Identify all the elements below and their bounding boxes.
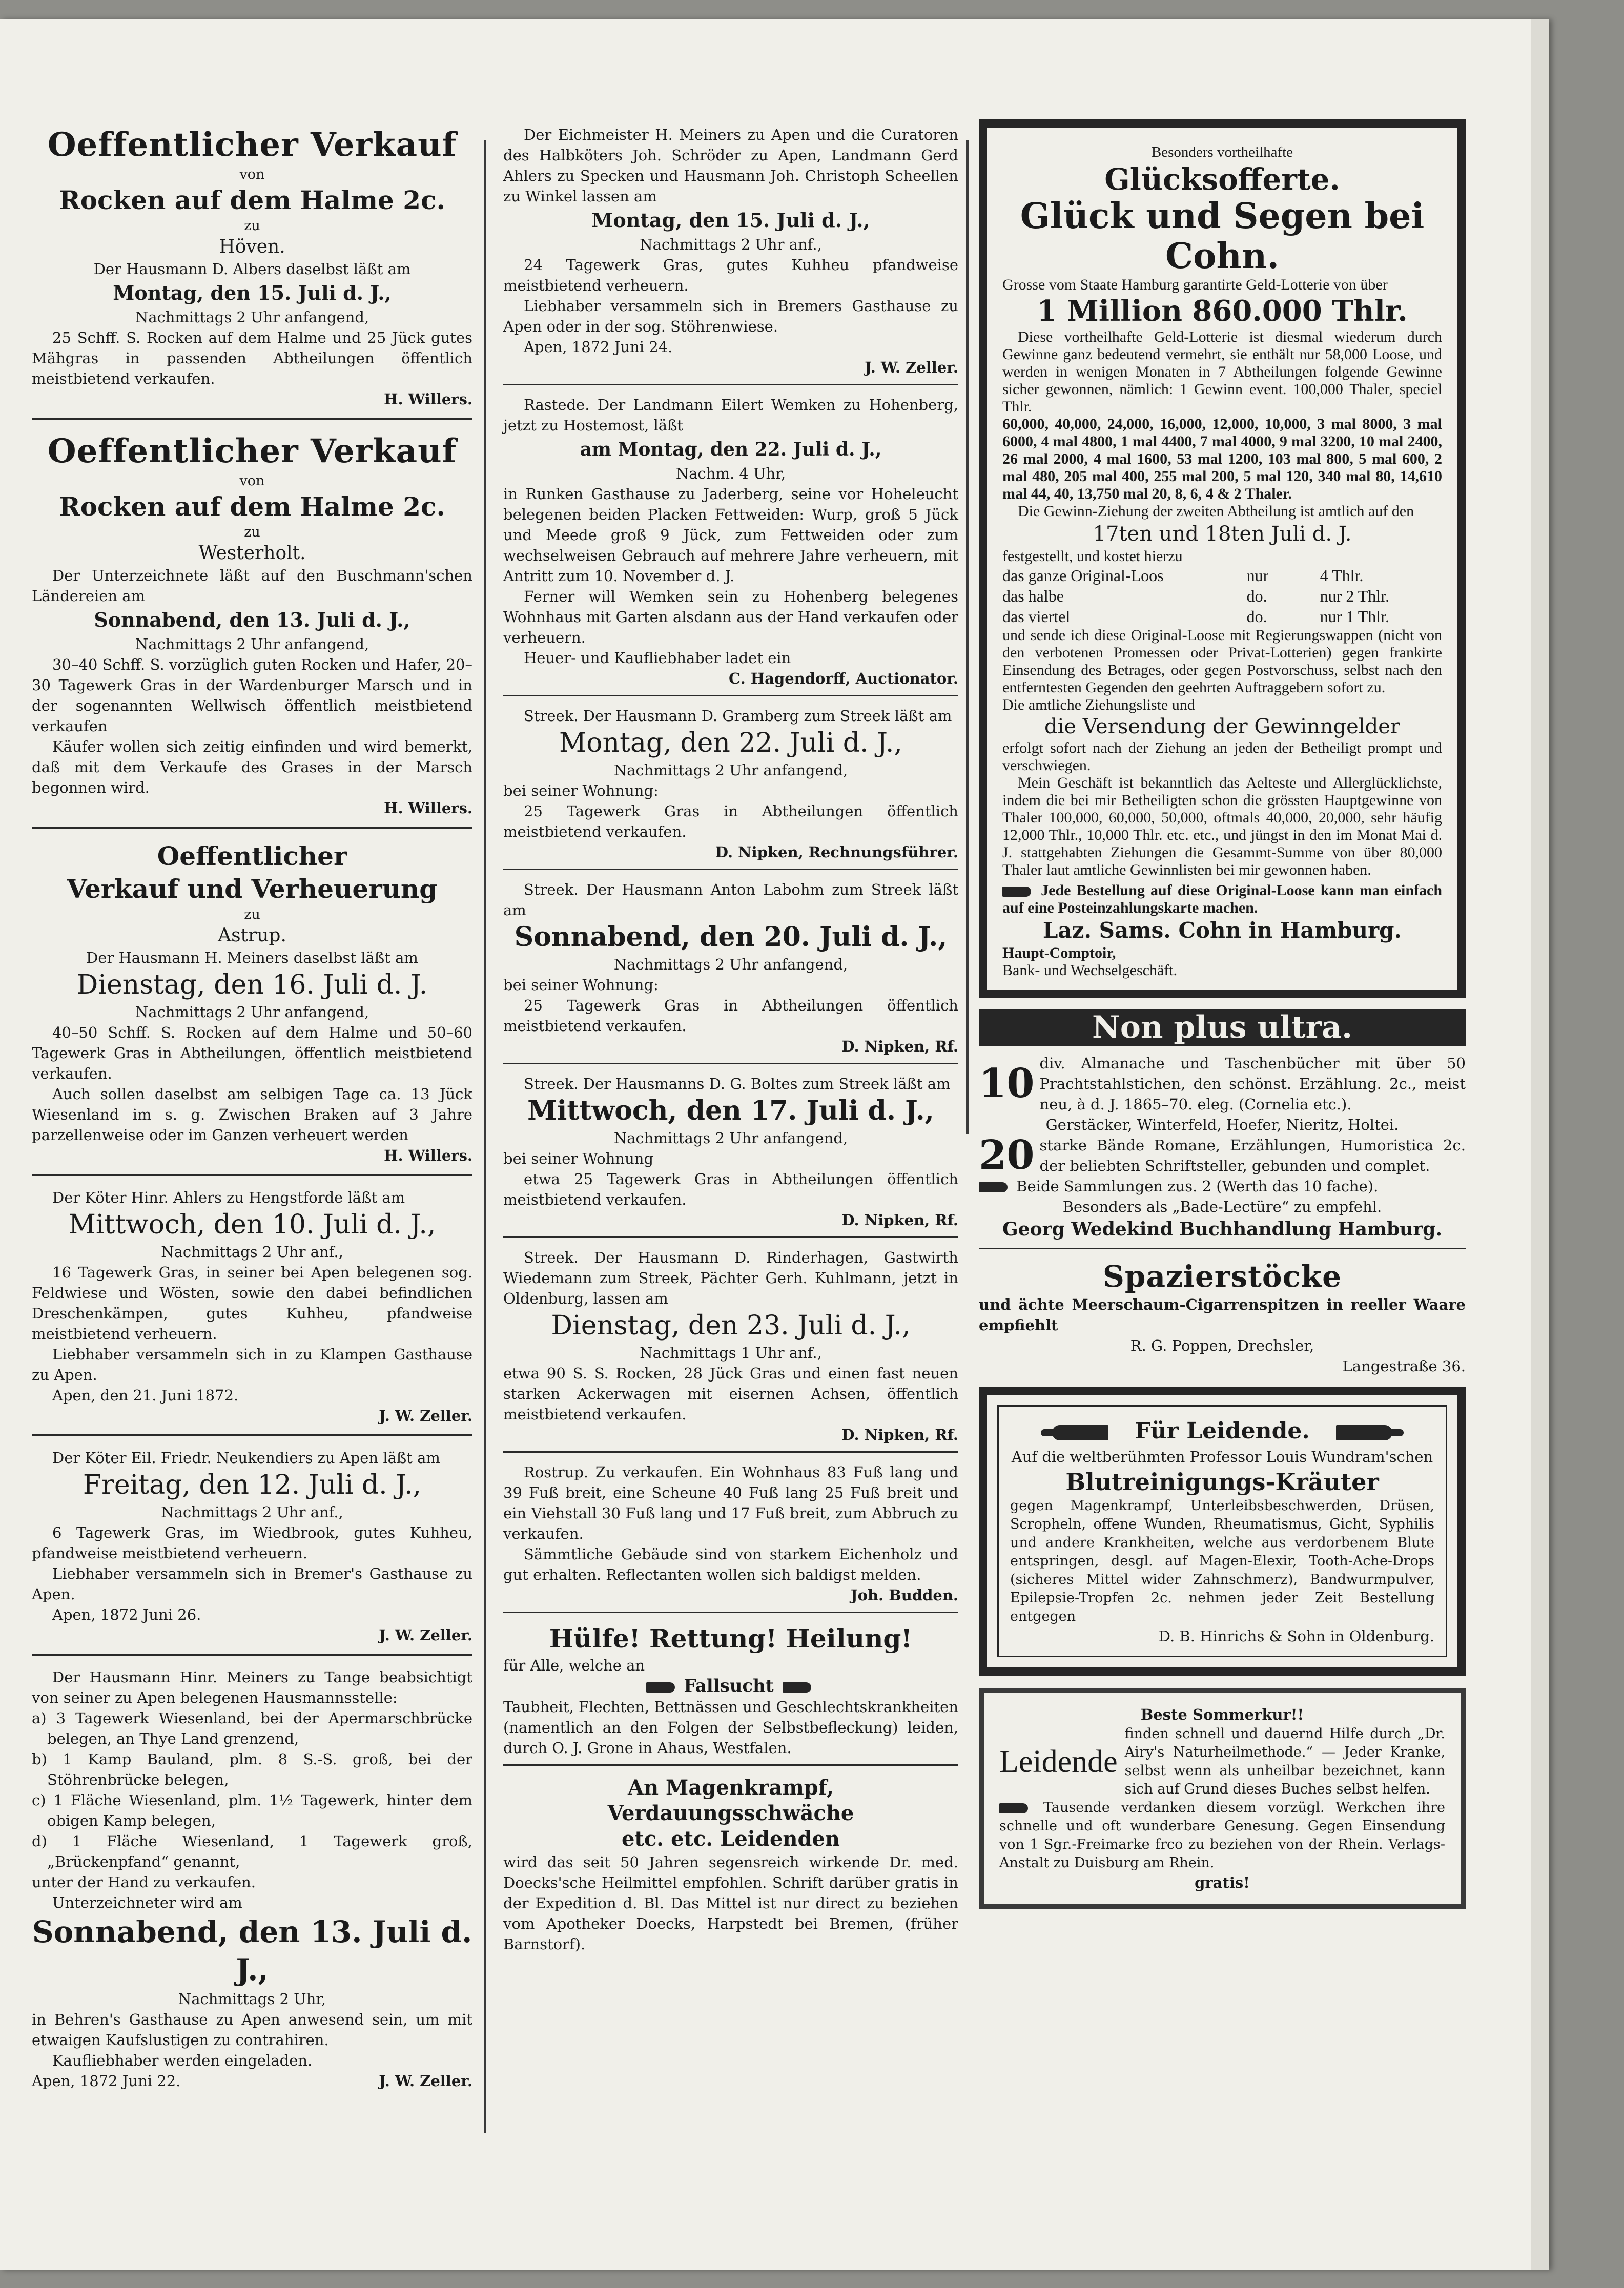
ad-signature: D. Nipken, Rechnungsführer. xyxy=(715,843,958,861)
ad-text: Streek. Der Hausmanns D. G. Boltes zum Streek läßt am xyxy=(524,1075,951,1093)
ad-separator xyxy=(32,827,472,829)
ad-date: Sonnabend, den 13. Juli d. J., xyxy=(32,1914,472,1987)
ad-text: etwa 25 Tagewerk Gras in Abtheilungen öffentlich meistbietend verkaufen. xyxy=(503,1170,958,1208)
ad-dateline: Apen, den 21. Juni 1872. xyxy=(52,1387,239,1404)
pointing-hand-icon xyxy=(1002,887,1031,897)
ad-text: wird das seit 50 Jahren segensreich wirkende Dr. med. Doecks'sche Heilmittel empfohlen. Schrift darüber gratis in der Expedition d. Bl. Das Mittel ist nur direct zu beziehen vom Apotheker Doecks, Harpstedt bei Bremen, (früher Barnstorf). xyxy=(503,1853,958,1953)
ad-text: 25 Tagewerk Gras in Abtheilungen öffentlich meistbietend verkaufen. xyxy=(503,997,958,1035)
column-1 xyxy=(32,125,472,2091)
ad-text: Rastede. Der Landmann Eilert Wemken zu Hohenberg, jetzt zu Hostemost, läßt xyxy=(503,396,958,434)
ad-signature: D. Nipken, Rf. xyxy=(841,1038,958,1055)
column-rule xyxy=(484,140,486,2133)
pointing-hand-icon xyxy=(999,1803,1028,1813)
ad-time: Nachmittags 1 Uhr anf., xyxy=(640,1344,822,1362)
ad-streek-rinderhagen xyxy=(503,1247,958,1445)
ad-text: Kaufliebhaber werden eingeladen. xyxy=(52,2052,313,2069)
ad-signature: J. W. Zeller. xyxy=(379,1407,472,1425)
ad-dateline: Apen, 1872 Juni 24. xyxy=(524,338,673,356)
ad-firm-line: Haupt-Comptoir, xyxy=(1002,944,1116,961)
ad-address: Langestraße 36. xyxy=(1342,1357,1466,1375)
ad-text: Streek. Der Hausmann D. Rinderhagen, Gastwirth Wiedemann zum Streek, Pächter Gerh. Kuhlmann, jetzt in Oldenburg, lassen am xyxy=(503,1249,958,1307)
ad-time: Nachmittags 2 Uhr anfangend, xyxy=(613,1129,848,1147)
ad-lead-row xyxy=(999,1725,1445,1799)
ad-text: festgestellt, und kostet hierzu xyxy=(1002,548,1183,565)
ad-text: Die Gewinn-Ziehung der zweiten Abtheilung ist amtlich auf den xyxy=(1018,503,1414,520)
ad-streek-labohm xyxy=(503,879,958,1057)
ad-text: Die amtliche Ziehungsliste und xyxy=(1002,696,1195,713)
ad-text: Liebhaber versammeln sich in zu Klampen Gasthause zu Apen. xyxy=(32,1346,472,1384)
ad-title: Hülfe! Rettung! Heilung! xyxy=(549,1623,913,1654)
ad-text: Der Hausmann H. Meiners daselbst läßt am xyxy=(86,949,418,966)
ad-separator xyxy=(32,1654,472,1656)
ad-text: Der Hausmann Hinr. Meiners zu Tange beabsichtigt von seiner zu Apen belegenen Hausmannsstelle: xyxy=(32,1668,472,1706)
ad-separator xyxy=(503,384,958,385)
ad-lead-word: Leidende xyxy=(999,1744,1118,1779)
ad-signature: D. Nipken, Rf. xyxy=(841,1211,958,1229)
ad-draw-date: 17ten und 18ten Juli d. J. xyxy=(1093,522,1352,546)
ad-text: starke Bände Romane, Erzählungen, Humoristica 2c. der beliebten Schriftsteller, gebunden und complet. xyxy=(1039,1137,1466,1174)
list-item: a) 3 Tagewerk Wiesenland, bei der Apermarschbrücke belegen, an Thye Land grenzend, xyxy=(32,1709,472,1747)
ad-text: Taubheit, Flechten, Bettnässen und Geschlechtskrankheiten (namentlich an den Folgen der Selbstbefleckung) leiden, durch O. J. Grone in Ahaus, Westfalen. xyxy=(503,1698,958,1757)
ad-prize-numbers: 60,000, 40,000, 24,000, 16,000, 12,000, 10,000, 3 mal 8000, 3 mal 6000, 4 mal 4800, 1 mal 4400, 7 mal 4000, 9 mal 3200, 10 mal 2400, 26 mal 2000, 4 mal 1600, 53 mal 1200, 103 mal 800, 5 mal 600, 2 mal 480, 205 mal 400, 255 mal 200, 5 mal 120, 340 mal 80, 14,610 mal 44, 40, 13,750 mal 20, 8, 6, 4 & 2 Thaler. xyxy=(1002,416,1442,502)
ad-text: Der Unterzeichnete läßt auf den Buschmann'schen Ländereien am xyxy=(32,567,472,605)
ad-firm-line: Bank- und Wechselgeschäft. xyxy=(1002,962,1178,979)
price-value: nur 1 Thlr. xyxy=(1320,607,1390,626)
ad-eichmeister xyxy=(503,125,958,378)
ad-date: Dienstag, den 23. Juli d. J., xyxy=(551,1310,911,1341)
ad-text: Auf die weltberühmten Professor Louis Wundram'schen xyxy=(1011,1448,1433,1466)
ad-title-line xyxy=(1010,1416,1434,1447)
ad-time: Nachmittags 2 Uhr anfangend, xyxy=(135,308,369,326)
ad-text: 25 Schff. S. Rocken auf dem Halme und 25 Jück gutes Mähgras in passenden Abtheilungen öffentlich meistbietend verkaufen. xyxy=(32,329,472,387)
ad-separator xyxy=(32,1434,472,1436)
ad-ahlers xyxy=(32,1187,472,1426)
ad-signature: J. W. Zeller. xyxy=(379,1626,472,1644)
ad-title: Spazierstöcke xyxy=(1103,1259,1342,1294)
ad-time: Nachmittags 2 Uhr anfangend, xyxy=(135,1003,369,1021)
column-rule xyxy=(966,140,969,1134)
ad-date: Dienstag, den 16. Juli d. J. xyxy=(76,970,428,1000)
ad-sommerkur xyxy=(979,1688,1466,1909)
ad-time: Nachmittags 2 Uhr anf., xyxy=(640,236,822,253)
ad-title: Oeffentlicher xyxy=(157,841,347,871)
ad-spazierstoecke xyxy=(979,1259,1466,1376)
ad-order: Jede Bestellung auf diese Original-Loose kann man einfach auf eine Posteinzahlungskarte machen. xyxy=(1002,882,1443,916)
ad-disease: Fallsucht xyxy=(684,1676,774,1696)
ad-headline: Glück und Segen bei Cohn. xyxy=(1020,196,1425,277)
ad-text: Liebhaber versammeln sich in Bremer's Gasthause zu Apen. xyxy=(32,1565,472,1603)
ad-text: und sende ich diese Original-Loose mit Regierungswappen (nicht von den verbotenen Promessen oder Privat-Lotterien) gegen frankirte Einsendung des Betrages, oder gegen Postvorschuss, selbst nach den entferntesten Gegenden den geehrten Auftraggebern sofort zu. xyxy=(1002,627,1442,696)
list-item: c) 1 Fläche Wiesenland, plm. 1½ Tagewerk, hinter dem obigen Kamp belegen, xyxy=(32,1791,472,1829)
ad-offer-number: 10 xyxy=(979,1060,1035,1107)
ad-text: bei seiner Wohnung: xyxy=(503,782,659,799)
ad-date: Mittwoch, den 17. Juli d. J., xyxy=(527,1095,934,1126)
ad-text: erfolgt sofort nach der Ziehung an jeden der Betheiligt prompt und verschwiegen. xyxy=(1002,739,1442,774)
ad-signature: H. Willers. xyxy=(384,390,472,408)
ad-product: Blutreinigungs-Kräuter xyxy=(1065,1468,1379,1496)
ad-text: div. Almanache und Taschenbücher mit über 50 Prachtstahlstichen, den schönst. Erzählung. 2c., meist neu, à d. J. 1865–70. eleg. (Cornelia etc.). xyxy=(1039,1055,1466,1113)
newspaper-page xyxy=(0,19,1549,2270)
column-2 xyxy=(503,125,958,1954)
pointing-hand-icon xyxy=(1336,1425,1392,1440)
ad-text: Streek. Der Hausmann Anton Labohm zum Streek läßt am xyxy=(503,881,958,919)
ad-text: und ächte Meerschaum-Cigarrenspitzen in reeller Waare empfiehlt xyxy=(979,1296,1466,1334)
ad-streek-gramberg xyxy=(503,706,958,862)
ad-text: Beide Sammlungen zus. 2 (Werth das 10 fache). xyxy=(1016,1178,1379,1195)
ad-separator xyxy=(979,1248,1466,1249)
ad-signature: D. Nipken, Rf. xyxy=(841,1426,958,1444)
ad-title: An Magenkrampf, Verdauungsschwäche xyxy=(607,1776,854,1825)
ad-text: Liebhaber versammeln sich in Bremers Gasthause zu Apen oder in der sog. Stöhrenwiese. xyxy=(503,297,958,335)
ad-date: Sonnabend, den 13. Juli d. J., xyxy=(94,608,410,631)
ad-time: Nachmittags 2 Uhr anfangend, xyxy=(613,761,848,779)
ad-offer-row xyxy=(979,1132,1466,1179)
ad-text: unter der Hand zu verkaufen. xyxy=(32,1873,256,1891)
ad-date: Montag, den 15. Juli d. J., xyxy=(591,209,870,232)
ad-date: Mittwoch, den 10. Juli d. J., xyxy=(68,1209,436,1240)
ad-firm: D. B. Hinrichs & Sohn in Oldenburg. xyxy=(1158,1627,1434,1645)
ad-text: 25 Tagewerk Gras in Abtheilungen öffentlich meistbietend verkaufen. xyxy=(503,802,958,840)
ad-order-line xyxy=(1002,882,1442,917)
ad-text: in Runken Gasthause zu Jaderberg, seine vor Hoheleucht belegenen beiden Placken Fettweiden: Wurp, groß 5 Jück und Meede groß 9 Jück, zum Fettweiden oder zum wechselweisen Gebrauch auf mehrere Jahre verheuern, mit Antritt zum 10. November d. J. xyxy=(503,485,958,585)
price-mark: do. xyxy=(1246,587,1267,605)
price-row xyxy=(1002,565,1442,586)
ad-date: Montag, den 22. Juli d. J., xyxy=(559,728,902,758)
ad-offer-row xyxy=(979,1053,1466,1115)
ad-separator xyxy=(503,695,958,696)
ad-text: Diese vortheilhafte Geld-Lotterie ist diesmal wiederum durch Gewinne ganz bedeutend vermehrt, sie enthält nur 58,000 Loose, und werden in wenigen Monaten in 7 Abtheilungen folgende Gewinne sicher gewonnen, nämlich: 1 Gewinn event. 100,000 Thaler, speciel Thlr. xyxy=(1002,328,1442,415)
ad-text: Besonders als „Bade-Lectüre“ zu empfehl. xyxy=(1062,1198,1382,1215)
ad-separator xyxy=(503,869,958,870)
ad-text: Der Hausmann D. Albers daselbst läßt am xyxy=(93,260,411,278)
price-row xyxy=(1002,586,1442,606)
ad-text: 16 Tagewerk Gras, in seiner bei Apen belegenen sog. Feldwiese und Wösten, sowie den dabei befindlichen Dreschenkämpen, gutes Kuhheu, pfandweise meistbietend verheuern. xyxy=(32,1264,472,1343)
ad-subject: Rocken auf dem Halme 2c. xyxy=(59,491,445,522)
ad-separator xyxy=(503,1236,958,1238)
ad-bottom-line: gratis! xyxy=(1195,1874,1250,1891)
ad-magenkrampf xyxy=(503,1775,958,1954)
ad-text: Mein Geschäft ist bekanntlich das Aelteste und Allerglücklichste, indem die bei mir Betheiligten schon die grössten Hauptgewinne von Thaler 100,000, 60,000, 50,000, oftmals 40,000, 20,000, sehr häufig 12,000 Thlr., 10,000 Thlr. etc. etc., und jüngst in den im Monat Mai d. J. stattgehabten Ziehungen die Gesammt-Summe von über 80,000 Thaler laut amtliche Gewinnlisten bei mir gewonnen haben. xyxy=(1002,774,1442,878)
ad-versendung: die Versendung der Gewinngelder xyxy=(1044,715,1400,738)
ad-astrup xyxy=(32,840,472,1166)
ad-text: Sämmtliche Gebäude sind von starkem Eichenholz und gut erhalten. Reflectanten wollen sich baldigst melden. xyxy=(503,1545,958,1583)
price-label: das halbe xyxy=(1002,587,1064,605)
ad-text: Streek. Der Hausmann D. Gramberg zum Streek läßt am xyxy=(524,707,952,725)
ad-hoeven xyxy=(32,125,472,409)
price-row xyxy=(1002,606,1442,627)
ad-title: Oeffentlicher Verkauf xyxy=(47,432,457,470)
price-mark: nur xyxy=(1246,566,1269,585)
ad-rostrup xyxy=(503,1462,958,1605)
ad-text: Käufer wollen sich zeitig einfinden und wird bemerkt, daß mit dem Verkaufe des Grases in der Marsch begonnen wird. xyxy=(32,738,472,796)
ad-separator xyxy=(503,1063,958,1064)
ad-rastede xyxy=(503,395,958,689)
ad-date: am Montag, den 22. Juli d. J., xyxy=(580,439,882,460)
ad-fuer-leidende xyxy=(979,1387,1466,1676)
ad-zu: zu xyxy=(244,906,260,922)
ad-text: 6 Tagewerk Gras, im Wiedbrook, gutes Kuhheu, pfandweise meistbietend verheuern. xyxy=(32,1524,472,1562)
ad-time: Nachmittags 2 Uhr anf., xyxy=(161,1243,343,1261)
ad-separator xyxy=(503,1612,958,1613)
ad-text: finden schnell und dauernd Hilfe durch „Dr. Airy's Naturheilmethode.“ — Jeder Kranke, selbst wenn als unheilbar bezeichnet, kann sich auf Grund dieses Buches selbst helfen. xyxy=(1124,1726,1445,1797)
price-value: 4 Thlr. xyxy=(1320,566,1364,585)
ad-time: Nachmittags 2 Uhr anfangend, xyxy=(613,956,848,973)
list-item: d) 1 Fläche Wiesenland, 1 Tagewerk groß, „Brückenpfand“ genannt, xyxy=(32,1832,472,1870)
ad-text-line xyxy=(979,1176,1466,1197)
ad-firm: Georg Wedekind Buchhandlung Hamburg. xyxy=(1002,1219,1443,1240)
ad-subject: Rocken auf dem Halme 2c. xyxy=(59,185,445,215)
ad-text: Auch sollen daselbst am selbigen Tage ca. 13 Jück Wiesenland im s. g. Zwischen Braken auf 3 Jahre parzellenweise oder im Ganzen verheuert werden xyxy=(32,1085,472,1144)
ad-inner-frame xyxy=(997,1405,1447,1657)
ad-zu: zu xyxy=(244,524,260,540)
price-value: nur 2 Thlr. xyxy=(1320,587,1390,605)
ad-text: Gerstäcker, Winterfeld, Hoefer, Nieritz, Holtei. xyxy=(1045,1116,1399,1133)
price-label: das ganze Original-Loos xyxy=(1002,566,1164,585)
pointing-hand-icon xyxy=(783,1682,811,1693)
ad-text: Grosse vom Staate Hamburg garantirte Geld-Lotterie von über xyxy=(1002,276,1388,293)
ad-text: Ferner will Wemken sein zu Hohenberg belegenes Wohnhaus mit Garten alsdann aus der Hand verkaufen oder verheuern. xyxy=(503,588,958,646)
ad-von: von xyxy=(239,473,265,489)
ad-place: Höven. xyxy=(219,236,285,257)
ad-title: Glücksofferte. xyxy=(1104,162,1340,197)
ad-text: in Behren's Gasthause zu Apen anwesend sein, um mit etwaigen Kaufslustigen zu contrahiren. xyxy=(32,2011,472,2049)
column-3 xyxy=(979,119,1466,1909)
ad-top-line: Beste Sommerkur!! xyxy=(1140,1706,1304,1723)
ad-huelfe xyxy=(503,1622,958,1758)
ad-signature: H. Willers. xyxy=(384,1147,472,1164)
ad-time: Nachmittags 2 Uhr anf., xyxy=(161,1503,343,1521)
ad-text: 30–40 Schff. S. vorzüglich guten Rocken und Hafer, 20–30 Tagewerk Gras in der Wardenburger Marsch und in der sogenannten Wellwisch öffentlich meistbietend verkaufen xyxy=(32,656,472,735)
ad-date: Freitag, den 12. Juli d. J., xyxy=(83,1470,422,1500)
ad-time: Nachmittags 2 Uhr, xyxy=(178,1990,326,2008)
ad-text: bei seiner Wohnung: xyxy=(503,976,659,994)
ad-signature: C. Hagendorff, Auctionator. xyxy=(729,670,958,687)
ad-text: Tausende verdanken diesem vorzügl. Werkchen ihre schnelle und oft wunderbare Genesung. Gegen Einsendung von 1 Sgr.-Freimarke frco zu beziehen von der Rhein. Verlags-Anstalt zu Duisburg am Rhein. xyxy=(999,1800,1445,1871)
ad-text-line xyxy=(999,1799,1445,1872)
ad-signature: J. W. Zeller. xyxy=(865,359,958,376)
ad-banner: Non plus ultra. xyxy=(979,1009,1466,1046)
pointing-hand-icon xyxy=(979,1182,1008,1192)
ad-non-plus-ultra xyxy=(979,1009,1466,1242)
ad-dateline xyxy=(32,2071,472,2091)
ad-separator xyxy=(32,418,472,420)
ad-text: Der Köter Hinr. Ahlers zu Hengstforde läßt am xyxy=(52,1189,405,1206)
ad-signature: H. Willers. xyxy=(384,799,472,817)
ad-text: etwa 90 S. S. Rocken, 28 Jück Gras und einen fast neuen starken Ackerwagen mit eisernen Achsen, öffentlich meistbietend verkaufen. xyxy=(503,1365,958,1423)
price-label: das viertel xyxy=(1002,607,1071,626)
ad-title: Oeffentlicher Verkauf xyxy=(47,126,457,164)
ad-meiners-tange xyxy=(32,1667,472,2091)
ad-text: für Alle, welche an xyxy=(503,1657,645,1674)
ad-title: etc. etc. Leidenden xyxy=(621,1827,840,1851)
ad-place: Westerholt. xyxy=(198,543,306,564)
page-edge xyxy=(1531,19,1549,2270)
ad-signature: Joh. Budden. xyxy=(850,1586,958,1604)
ad-signature: J. W. Zeller. xyxy=(379,2072,472,2090)
price-mark: do. xyxy=(1246,607,1267,626)
ad-separator xyxy=(32,1174,472,1176)
ad-neukendiers xyxy=(32,1448,472,1645)
ad-offer-number: 20 xyxy=(979,1132,1035,1179)
ad-westerholt xyxy=(32,431,472,818)
ad-von: von xyxy=(239,167,265,182)
ad-cohn-lottery xyxy=(979,119,1466,998)
pointing-hand-icon xyxy=(1052,1425,1108,1440)
ad-separator xyxy=(503,1764,958,1766)
ad-text: Der Köter Eil. Friedr. Neukendiers zu Apen läßt am xyxy=(52,1449,440,1467)
ad-text: Unterzeichneter wird am xyxy=(52,1894,242,1911)
list-item: b) 1 Kamp Bauland, plm. 8 S.-S. groß, bei der Stöhrenbrücke belegen, xyxy=(32,1750,472,1788)
ad-time: Nachmittags 2 Uhr anfangend, xyxy=(135,635,369,653)
ad-text: bei seiner Wohnung xyxy=(503,1150,654,1167)
ad-time: Nachm. 4 Uhr, xyxy=(675,465,786,482)
ad-text: 24 Tagewerk Gras, gutes Kuhheu pfandweise meistbietend verheuern. xyxy=(503,256,958,294)
ad-title: Für Leidende. xyxy=(1135,1418,1310,1444)
ad-text: Heuer- und Kaufliebhaber ladet ein xyxy=(524,649,791,667)
ad-dateline-text: Apen, 1872 Juni 22. xyxy=(32,2072,181,2090)
ad-pretitle: Besonders vortheilhafte xyxy=(1151,144,1293,160)
ad-text: gegen Magenkrampf, Unterleibsbeschwerden, Drüsen, Scropheln, offene Wunden, Rheumatismus, Gicht, Syphilis und andere Krankheiten, welche aus verdorbenem Blute entspringen, desgl. auf Magen-Elexir, Tooth-Ache-Drops (sicheres Mittel wider Zahnschmerz), Bandwurmpulver, Epilepsie-Tropfen 2c. nehmen jeder Zeit Bestellung entgegen xyxy=(1010,1498,1434,1624)
ad-separator xyxy=(503,1451,958,1453)
ad-highlight xyxy=(503,1676,958,1697)
ad-firm: Laz. Sams. Cohn in Hamburg. xyxy=(1042,918,1402,943)
ad-streek-boltes xyxy=(503,1074,958,1230)
ad-place: Astrup. xyxy=(218,925,286,946)
ad-signature: R. G. Poppen, Drechsler, xyxy=(1130,1337,1314,1354)
ad-date: Montag, den 15. Juli d. J., xyxy=(113,281,392,304)
ad-dateline: Apen, 1872 Juni 26. xyxy=(52,1606,201,1623)
pointing-hand-icon xyxy=(646,1682,675,1693)
ad-date: Sonnabend, den 20. Juli d. J., xyxy=(514,921,948,953)
ad-zu: zu xyxy=(244,218,260,234)
ad-amount: 1 Million 860.000 Thlr. xyxy=(1037,294,1408,328)
ad-title: Verkauf und Verheuerung xyxy=(67,874,438,904)
ad-text: Der Eichmeister H. Meiners zu Apen und die Curatoren des Halbköters Joh. Schröder zu Apen, Landmann Gerd Ahlers zu Specken und Hausmann Joh. Christoph Scheellen zu Winkel lassen am xyxy=(503,126,958,205)
ad-text: Rostrup. Zu verkaufen. Ein Wohnhaus 83 Fuß lang und 39 Fuß breit, eine Scheune 40 Fuß lang 25 Fuß breit und ein Viehstall 30 Fuß lang und 17 Fuß breit, zum Abbruch zu verkaufen. xyxy=(503,1464,958,1542)
ad-text: 40–50 Schff. S. Rocken auf dem Halme und 50–60 Tagewerk Gras in Abtheilungen, öffentlich meistbietend verkaufen. xyxy=(32,1024,472,1082)
